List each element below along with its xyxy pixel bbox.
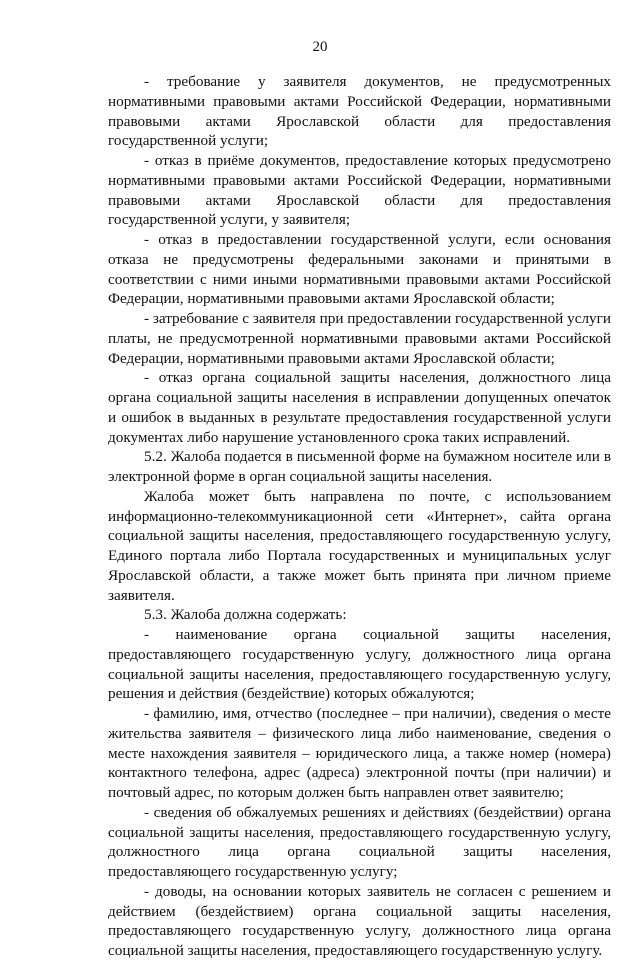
paragraph-refusal-corrections: - отказ органа социальной защиты населения, должностного лица органа социальной защиты населения в исправлении допущенных опечаток и ошибок в выданных в результате предоставления государственной услуги документах либо нарушение установленного срока таких исправлений. xyxy=(108,369,611,446)
paragraph-refusal-service: - отказ в предоставлении государственной услуги, если основания отказа не предусмотрены федеральными законами и принятыми в соответствии с ними иными нормативными правовыми актами Российской Федерации, нормативными правовыми актами Ярославской области; xyxy=(108,231,611,308)
page-number: 20 xyxy=(312,39,328,55)
paragraph-appealed-decisions: - сведения об обжалуемых решениях и действиях (бездействии) органа социальной защиты населения, предоставляющего государственную услугу, должностного лица органа социальной защиты населения, предоставляющего государственную услугу; xyxy=(108,803,611,880)
paragraph-section-5-3: 5.3. Жалоба должна содержать: xyxy=(144,606,347,624)
paragraph-authority-name: - наименование органа социальной защиты населения, предоставляющего государственную услугу, должностного лица органа социальной защиты населения, предоставляющего государственную услугу, решения и действия (бездействие) которых обжалуются; xyxy=(108,626,611,703)
document-body xyxy=(108,72,611,961)
paragraph-refusal-documents: - отказ в приёме документов, предоставление которых предусмотрено нормативными правовыми актами Российской Федерации, нормативными правовыми актами Ярославской области для предоставления государственной услуги, у заявителя; xyxy=(108,152,611,229)
paragraph-section-5-2: 5.2. Жалоба подается в письменной форме на бумажном носителе или в электронной форме в орган социальной защиты населения. xyxy=(108,448,611,485)
paragraph-complaint-channels: Жалоба может быть направлена по почте, с использованием информационно-телекоммуникационной сети «Интернет», сайта органа социальной защиты населения, предоставляющего государственную услугу, Единого портала либо Портала государственных и муниципальных услуг Ярославской области, а также может быть принята при личном приеме заявителя. xyxy=(108,487,611,604)
paragraph-fee-demand: - затребование с заявителя при предоставлении государственной услуги платы, не предусмотренной нормативными правовыми актами Российской Федерации, нормативными правовыми актами Ярославской области; xyxy=(108,310,611,367)
paragraph-applicant-details: - фамилию, имя, отчество (последнее – при наличии), сведения о месте жительства заявителя – физического лица либо наименование, сведения о месте нахождения заявителя – юридического лица, а также номер (номера) контактного телефона, адрес (адреса) электронной почты (при наличии) и почтовый адрес, по которым должен быть направлен ответ заявителю; xyxy=(108,705,611,801)
paragraph-unlisted-documents: - требование у заявителя документов, не предусмотренных нормативными правовыми актами Российской Федерации, нормативными правовыми актами Ярославской области для предоставления государственной услуги; xyxy=(108,73,611,150)
paragraph-arguments: - доводы, на основании которых заявитель не согласен с решением и действием (бездействием) органа социальной защиты населения, предоставляющего государственную услугу, должностного лица органа социальной защиты населения, предоставляющего государственную услугу. xyxy=(108,882,611,959)
